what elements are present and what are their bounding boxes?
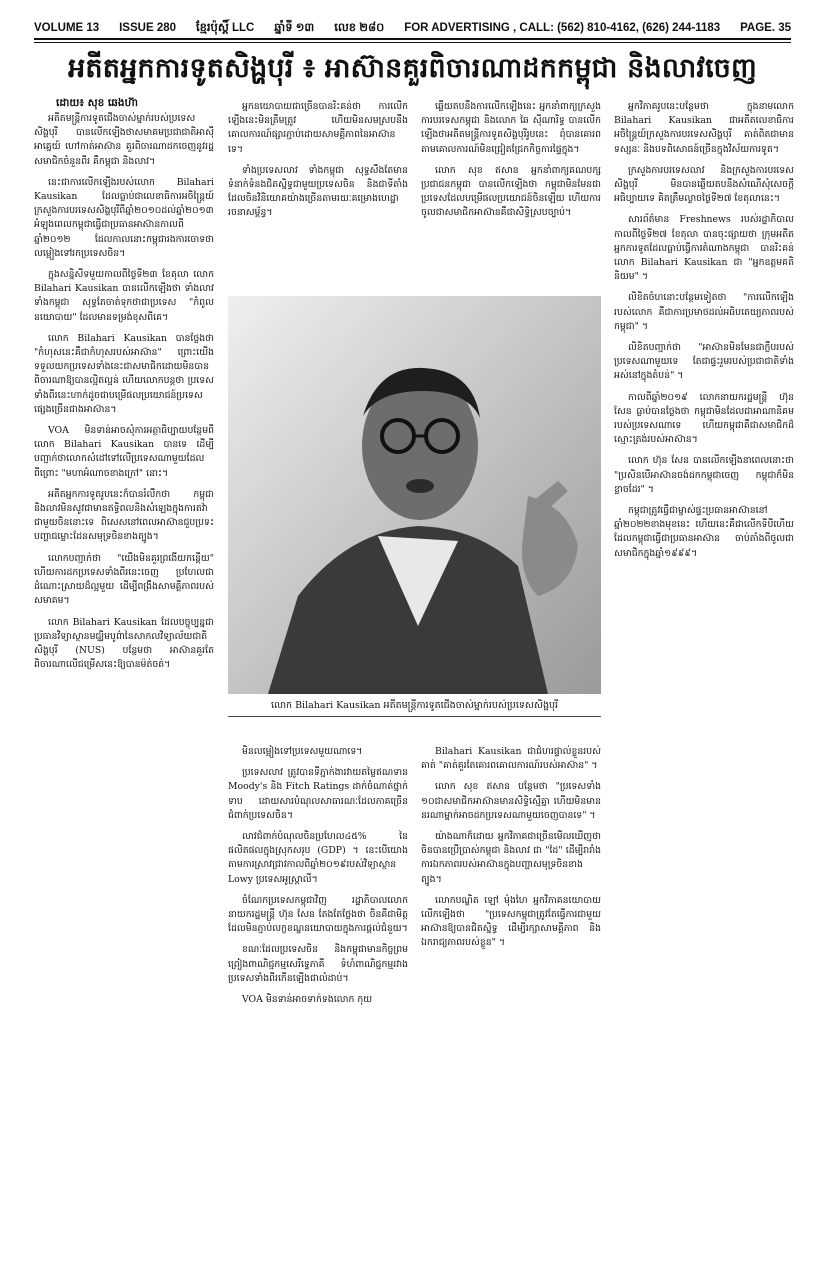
paper-name: ខ្មែរប៉ុស្ដិ៍ LLC — [195, 21, 255, 34]
paragraph: លោក Bilahari Kausikan ដែលបច្ចុប្បន្នជាប្រធានវិទ្យាស្ថានមជ្ឈិមបូព៌ានៃសាកលវិទ្យាល័យជាតិសិង្ហបុរី (NUS) បន្ថែមថា អាស៊ានគួរតែពិចារណាលើជម្រើសនេះឱ្យបានម៉ត់ចត់។ — [34, 616, 214, 671]
paragraph: លោកបញ្ជាក់ថា "យើងមិនគួរព្រងើយកន្តើយ" ហើយការដកប្រទេសទាំងពីរនេះចេញ ប្រហែលជាដំណោះស្រាយដ៏ល្អមួយ ដើម្បីពង្រឹងសាមគ្គីភាពរបស់សមាគម។ — [34, 552, 214, 607]
paragraph: អ្នកនយោបាយជាច្រើនបានរិះគន់ថា ការលើកឡើងនេះមិនត្រឹមត្រូវ ហើយមិនសមស្របនឹងគោលការណ៍ផ្សារភ្ជាប់ដោយសាមគ្គីភាពនៃអាស៊ានទេ។ — [228, 101, 408, 155]
issue-label: ISSUE 280 — [119, 22, 177, 34]
paragraph: លោក Bilahari Kausikan បានថ្លែងថា "កំហុសនេះគឺជាកំហុសរបស់អាស៊ាន" ព្រោះយើងទទួលយកប្រទេសទាំងនេះជាសមាជិកដោយមិនបានពិចារណាឱ្យបានល្អិតល្អន់ ហើយលោកបន្តថា ប្រទេសទាំងពីរនេះហាក់ដូចជាបម្រើផលប្រយោជន៍ប្រទេសផ្សេងច្រើនជាងអាស៊ាន។ — [34, 332, 214, 415]
khmer-volume: ឆ្នាំទី ១៣ — [274, 21, 315, 34]
paragraph: លោក សុខ ឥសាន អ្នកនាំពាក្យគណបក្សប្រជាជនកម្ពុជា បានលើកឡើងថា កម្ពុជាមិនមែនជាប្រទេសដែលបម្រើផលប្រយោជន៍ចិនឡើយ ហើយការចូលជាសមាជិកអាស៊ានគឺជាសិទ្ធិស្របច្បាប់។ — [421, 164, 601, 219]
paragraph: លិខិតចំហនោះបន្ថែមទៀតថា "ការលើកឡើងរបស់លោក គឺជាការប្រមាថដល់អធិបតេយ្យភាពរបស់កម្ពុជា" ។ — [614, 292, 794, 332]
article-column-1 — [34, 112, 214, 1252]
paragraph: អតីតអ្នកការទូតរូបនេះក៏បានរំលឹកថា កម្ពុជា និងលាវមិនសូវជាមានឥទ្ធិពលនិងសំឡេងក្នុងការតវ៉ាជាមួយចិននោះទេ ពិសេសនៅពេលអាស៊ានជួបប្រទះបញ្ហាជម្លោះដែនសមុទ្រចិនខាងត្បូង។ — [34, 488, 214, 543]
portrait-photo — [228, 296, 601, 694]
photo-caption: លោក Bilahari Kausikan អតីតមន្ត្រីការទូតជើងចាស់ម្នាក់របស់ប្រទេសសិង្ហបុរី — [270, 700, 559, 711]
header-rule-bottom — [34, 42, 791, 43]
paragraph: Bilahari Kausikan ជាជំហរផ្ទាល់ខ្លួនរបស់គាត់ "គាត់គួរតែគោរពគោលការណ៍របស់អាស៊ាន" ។ — [421, 746, 601, 772]
paragraph: នេះជាការលើកឡើងរបស់លោក Bilahari Kausikan ដែលធ្លាប់ជាលេខាធិការអចិន្ត្រៃយ៍ក្រសួងការបរទេសសិង្ហបុរីពីឆ្នាំ២០១០ដល់ឆ្នាំ២០១៣ អំឡុងពេលកម្ពុជាធ្វើជាប្រធានអាស៊ានកាលពីឆ្នាំ២០១២ ដែលកាលនោះកម្ពុជារងការចោទថាលម្អៀងទៅរកប្រទេសចិន។ — [34, 176, 214, 259]
paragraph: អ្នកវិភាគរូបនេះបន្ថែមថា ក្នុងនាមលោក Bilahari Kausikan ជាអតីតលេខាធិការអចិន្ត្រៃយ៍ក្រសួងការបរទេសសិង្ហបុរី គាត់ពិតជាមានទស្សនៈ និងបទពិសោធន៍ច្រើនក្នុងវិស័យការទូត។ — [614, 101, 794, 155]
page-number: PAGE. 35 — [740, 22, 791, 34]
volume-label: VOLUME 13 — [34, 22, 100, 34]
article-column-3-bottom — [421, 745, 601, 1250]
headline: អតីតអ្នកការទូតសិង្ហបុរី ៖ អាស៊ានគួរពិចារណាដកកម្ពុជា និងលាវចេញ — [68, 53, 757, 84]
header-rule-top — [34, 38, 791, 40]
paragraph: ឆ្លើយតបនឹងការលើកឡើងនេះ អ្នកនាំពាក្យក្រសួងការបរទេសកម្ពុជា និងលោក ឆៃ ស៊ីណារិទ្ធ បានលើកឡើងថាអតីតមន្ត្រីការទូតសិង្ហបុរីរូបនេះ ពុំបានគោរពតាមគោលការណ៍មិនជ្រៀតជ្រែកកិច្ចការផ្ទៃក្នុង។ — [421, 101, 601, 155]
paragraph: អតីតមន្ត្រីការទូតជើងចាស់ម្នាក់របស់ប្រទេសសិង្ហបុរី បានលើកឡើងថាសមាគមប្រជាជាតិអាស៊ីអាគ្នេយ៍ ហៅកាត់អាស៊ាន គួរពិចារណាដកចេញនូវរដ្ឋសមាជិកចំនួនពីរ គឺកម្ពុជា និងលាវ។ — [34, 113, 214, 167]
paragraph: កម្ពុជាត្រូវធ្វើជាម្ចាស់ផ្ទះប្រធានអាស៊ាននៅឆ្នាំ២០២២ខាងមុខនេះ ហើយនេះគឺជាលើកទីបីហើយ ដែលកម្ពុជាធ្វើជាប្រធានអាស៊ាន ចាប់តាំងពីចូលជាសមាជិកក្នុងឆ្នាំ១៩៩៩។ — [614, 505, 794, 559]
article-column-2-top — [228, 100, 408, 295]
paragraph: លោក ហ៊ុន សែន បានលើកឡើងនាពេលនោះថា "ប្រសិនបើអាស៊ានចង់ដកកម្ពុជាចេញ កម្ពុជាក៏មិនខ្លាចដែរ" ។ — [614, 455, 794, 495]
paragraph: កាលពីឆ្នាំ២០១៩ លោកនាយករដ្ឋមន្ត្រី ហ៊ុន សែន ធ្លាប់បានថ្លែងថា កម្ពុជាមិនដែលជាអាណានិគមរបស់ប្រទេសណាទេ ហើយកម្ពុជាគឺជាសមាជិកដ៏ស្មោះត្រង់របស់អាស៊ាន។ — [614, 391, 794, 446]
advertising-contact: FOR ADVERTISING , CALL: (562) 810-4162, (626) 244-1183 — [404, 22, 721, 34]
article-column-2-bottom — [228, 745, 408, 1250]
paragraph: ខណៈដែលប្រទេសចិន និងកម្ពុជាមានកិច្ចព្រមព្រៀងពាណិជ្ជកម្មសេរីទ្វេភាគី ទំហំពាណិជ្ជកម្មរវាងប្រទេសទាំងពីរកើនឡើងជាលំដាប់។ — [228, 944, 408, 984]
paragraph: VOA មិនទាន់អាចសុំការអត្ថាធិប្បាយបន្ថែមពីលោក Bilahari Kausikan បានទេ ដើម្បីបញ្ជាក់ថាលោកសំដៅទៅលើប្រទេសណាមួយដែលពីព្រោះ "មហាអំណាចខាងក្រៅ" នោះ។ — [34, 425, 214, 479]
paragraph: ប្រទេសលាវ ត្រូវបានទីភ្នាក់ងារវាយតម្លៃឥណទាន Moody's និង Fitch Ratings ដាក់ចំណាត់ថ្នាក់ទាប ដោយសារបំណុលសាធារណៈដែលភាគច្រើនជំពាក់ប្រទេសចិន។ — [228, 767, 408, 821]
article-column-3-top — [421, 100, 601, 295]
paragraph: ទាំងប្រទេសលាវ ទាំងកម្ពុជា សុទ្ធសឹងតែមានទំនាក់ទំនងជិតស្និទ្ធជាមួយប្រទេសចិន និងជាទីតាំងដែលចិនវិនិយោគយ៉ាងច្រើនតាមរយៈគម្រោងហេដ្ឋារចនាសម្ព័ន្ធ។ — [228, 164, 408, 219]
caption-rule — [228, 716, 601, 717]
paragraph: មិនលម្អៀងទៅប្រទេសមួយណាទេ។ — [242, 746, 363, 757]
byline: ដោយ៖ សុខ ឆេងហ៊ា — [56, 97, 138, 109]
paragraph: ក្រសួងការបរទេសលាវ និងក្រសួងការបរទេសសិង្ហបុរី មិនបានឆ្លើយតបនឹងសំណើសុំសេចក្ដីអធិប្បាយទេ គិតត្រឹមល្ងាចថ្ងៃទី២៧ ខែតុលានេះ។ — [614, 164, 794, 205]
paragraph: លោកបណ្ឌិត ឡៅ ម៉ុងហៃ អ្នកវិភាគនយោបាយ លើកឡើងថា "ប្រទេសកម្ពុជាត្រូវតែធ្វើការជាមួយអាស៊ានឱ្យបានជិតស្និទ្ធ ដើម្បីរក្សាសាមគ្គីភាព និងឯករាជ្យភាពរបស់ខ្លួន" ។ — [421, 894, 601, 949]
paragraph: លាវជំពាក់បំណុលចិនប្រហែល៤៥% នៃផលិតផលក្នុងស្រុកសរុប (GDP) ។ នេះបើយោងតាមការស្រាវជ្រាវកាលពីឆ្នាំ២០១៩របស់វិទ្យាស្ថាន Lowy ប្រទេសអូស្ត្រាលី។ — [228, 831, 408, 885]
paragraph: លិខិតបញ្ជាក់ថា "អាស៊ានមិនមែនជាក្លឹបរបស់ប្រទេសណាមួយទេ តែជាផ្ទះរួមរបស់ប្រជាជាតិទាំងអស់នៅក្នុងតំបន់" ។ — [614, 342, 794, 382]
paragraph: យ៉ាងណាក៏ដោយ អ្នកវិភាគជាច្រើនមើលឃើញថា ចិនបានប្រើប្រាស់កម្ពុជា និងលាវ ជា "ដៃ" ដើម្បីរារាំងការឯកភាពរបស់អាស៊ានក្នុងបញ្ហាសមុទ្រចិនខាងត្បូង។ — [421, 831, 601, 885]
paragraph: លោក សុខ ឥសាន បន្ថែមថា "ប្រទេសទាំង ១០ជាសមាជិកអាស៊ានមានសិទ្ធិស្មើគ្នា ហើយមិនមាននរណាម្នាក់អាចដកប្រទេសណាមួយចេញបានទេ" ។ — [421, 781, 601, 821]
masthead-bar — [34, 20, 791, 36]
paragraph: VOA មិនទាន់អាចទាក់ទងលោក កុយ — [242, 994, 373, 1006]
paragraph: ចំណែកប្រទេសកម្ពុជាវិញ រដ្ឋាភិបាលលោកនាយករដ្ឋមន្ត្រី ហ៊ុន សែន តែងតែថ្លែងថា ចិនគឺជាមិត្តដែលមិនភ្ជាប់លក្ខខណ្ឌនយោបាយក្នុងការផ្ដល់ជំនួយ។ — [228, 894, 408, 935]
article-column-4 — [614, 100, 794, 1250]
paragraph: សារព័ត៌មាន Freshnews របស់រដ្ឋាភិបាលកាលពីថ្ងៃទី២៧ ខែតុលា បានចុះផ្សាយថា ក្រុមអតីតអ្នកការទូតដែលធ្លាប់ធ្វើការតំណាងកម្ពុជា បានរិះគន់លោក Bilahari Kausikan ជា "អ្នកឧត្តមគតិនិយម" ។ — [614, 214, 794, 283]
khmer-issue: លេខ ២៨០ — [334, 21, 385, 34]
paragraph: ក្នុងសន្និសីទមួយកាលពីថ្ងៃទី២៣ ខែតុលា លោក Bilahari Kausikan បានលើកឡើងថា ទាំងលាវទាំងកម្ពុជា សុទ្ធតែចាត់ទុកថាជាប្រទេស "កំពូលនយោបាយ" ដែលមានទម្រង់ខុសពីគេ។ — [34, 269, 214, 323]
